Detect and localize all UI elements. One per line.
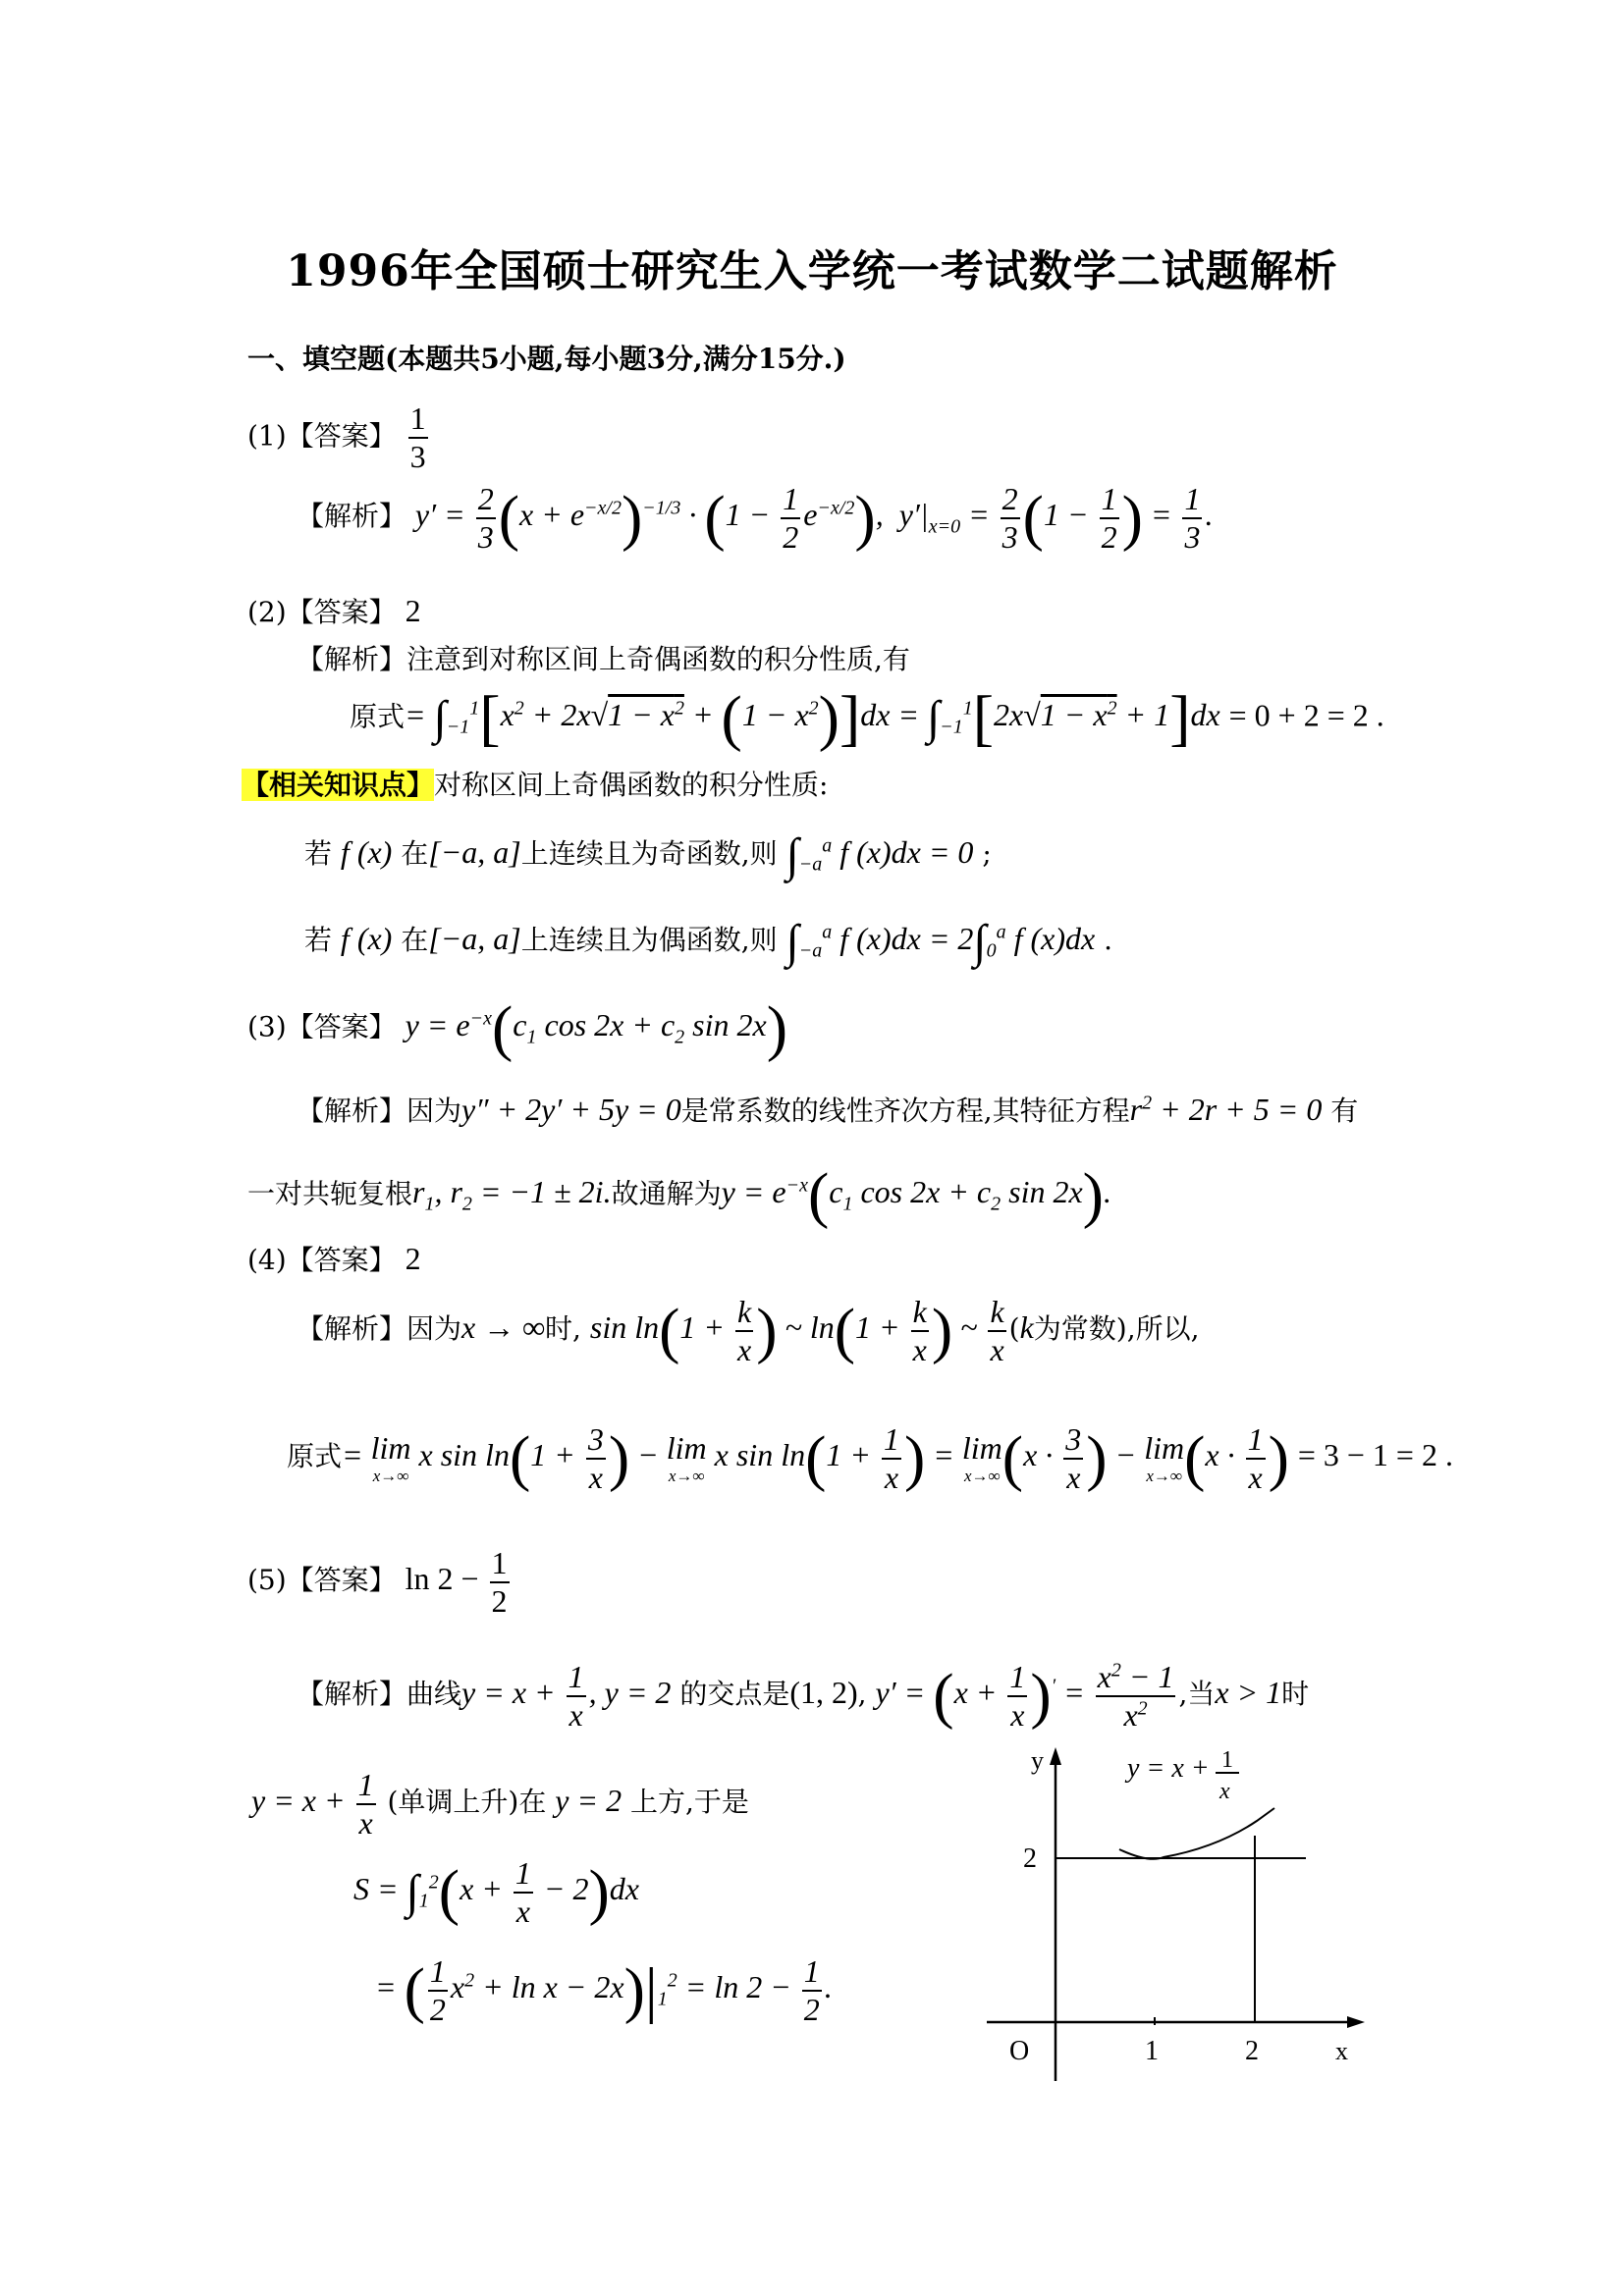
q4-result: = 3 − 1 = 2 .	[1297, 1437, 1453, 1473]
origin-label: O	[1009, 2036, 1030, 2066]
q4-analysis: 【解析】因为x → ∞时, sin ln(1 + $\frac{k}{x}$ ) ~ ln(1 + $\frac{k}{x}$ ) ~ $\frac{k}{x}$ (k为常数),所以,	[297, 1294, 1200, 1367]
q4-formula-lead: 原式	[287, 1440, 343, 1473]
q2-odd-line: 若 f (x) 在[−a, a]上连续且为奇函数,则 $\int_{-a}^a$ f (x)dx = 0 ;	[304, 829, 992, 881]
q2-result: = 0 + 2 = 2 .	[1228, 697, 1384, 733]
y-tick-label: 2	[1023, 1843, 1037, 1874]
x-tick-2-label: 2	[1245, 2036, 1259, 2066]
section-heading: 一、填空题(本题共5小题,每小题3分,满分15分.)	[247, 343, 846, 375]
q2-formula-lead: 原式	[350, 700, 406, 733]
analysis-label: 【解析】	[297, 500, 407, 533]
q4-answer: 2	[405, 1241, 421, 1276]
analysis-label: 【解析】	[297, 1312, 407, 1346]
q2-even-line: 若 f (x) 在[−a, a]上连续且为偶函数,则 $\int_{-a}^a$ f $(x)dx = 2\int_0^a$ f (x)dx .	[304, 916, 1112, 968]
q3-number: (3)	[247, 1010, 287, 1043]
answer-label: 【答案】	[286, 596, 397, 628]
q5-answer: ln 2 − $\frac{1}{2}$	[405, 1545, 508, 1619]
q3-analysis-line1: 【解析】因为y″ + 2y′ + 5y = 0是常系数的线性齐次方程,其特征方程$r^2 + 2r + 5 = 0$ 有	[297, 1092, 1359, 1127]
q5-area-formula: $S = \int_1^2(x$ + $\frac{1}{x}$ − 2)dx	[353, 1855, 639, 1929]
q5-number: (5)	[247, 1564, 287, 1597]
x-tick-1-label: 1	[1145, 2036, 1159, 2066]
q2-analysis	[297, 638, 910, 677]
q1-answer-fraction: $\frac{1}{3}$	[409, 400, 426, 474]
answer-label: 【答案】	[286, 1244, 397, 1276]
q2-answer-line	[247, 591, 421, 630]
answer-label: 【答案】	[286, 1010, 397, 1043]
q4-formula: 原式= lim x→∞ x sin ln(1 + $\frac{3}{x}$ ) − lim x→∞ x sin ln(1 + $\frac{1}{x}$ ) = lim x→∞ (x · $\frac{3}{x}$ ) − lim x→∞ (x · $\frac{1}{x}$ ) = 3 − 1 = 2 .	[287, 1421, 1453, 1495]
y-axis-arrow-icon	[1050, 1747, 1061, 1765]
q2-answer: 2	[405, 593, 421, 628]
q2-formula: 原式= $\int_{-1}^1[x^2 + 2x√1 - x^2 + (1 - x^2)]dx = \int_{-1}^1[2x√1 - x^2 + 1]dx = 0 + 2 = 2$ .	[350, 683, 1384, 753]
q1-formula: y′ = $\frac{2}{3}$ $(x + e^{-x/2})^{-1/3} \cdot (1$ − $\frac{1}{2}$ $e^{-x/2}$), $y'|_{x=0}$ = $\frac{2}{3}$ (1 − $\frac{1}{2}$ ) = $\frac{1}{3}$ .	[414, 481, 1214, 555]
answer-label: 【答案】	[286, 419, 397, 453]
q1-number: (1)	[247, 419, 287, 453]
curve-label-lhs: y = x +	[1127, 1753, 1210, 1784]
x-axis-label: x	[1335, 2037, 1348, 2065]
q3-answer: $y = e^{-x}(c_1$ $\cos 2x + c_2$ sin 2x)	[405, 993, 787, 1063]
x-axis-arrow-icon	[1347, 2016, 1365, 2028]
y-axis-label: y	[1031, 1746, 1044, 1775]
analysis-label: 【解析】	[297, 1678, 407, 1711]
analysis-label: 【解析】	[297, 1095, 407, 1127]
q5-answer-line	[247, 1545, 513, 1620]
q2-number: (2)	[247, 596, 287, 628]
q4-answer-line	[247, 1239, 421, 1278]
q5-graph	[962, 1737, 1375, 2101]
answer-label: 【答案】	[286, 1564, 397, 1597]
q2-related-text: 对称区间上奇偶函数的积分性质:	[434, 769, 829, 801]
q5-analysis-line1: 【解析】曲线y = x + $\frac{1}{x}$ , y = 2 的交点是(1, 2), y′ = (x + $\frac{1}{x}$ )′ = $\frac{x^2 - 1}{x^2}$ ,当x > 1时	[297, 1659, 1310, 1733]
q1-answer-line	[247, 400, 431, 475]
analysis-label: 【解析】	[297, 643, 407, 675]
q3-answer-line	[247, 993, 787, 1063]
curve-label-num: 1	[1221, 1747, 1233, 1773]
q5-analysis-line2: y = x + $\frac{1}{x}$ (单调上升)在 y = 2 上方,于是	[251, 1767, 749, 1841]
q2-analysis-text: 注意到对称区间上奇偶函数的积分性质,有	[406, 643, 910, 675]
q5-area-result: = ( $\frac{1}{2}$ $x^2 + \ln x - 2x)|_1^2 = \ln 2$ − $\frac{1}{2}$ .	[375, 1953, 833, 2027]
related-label: 【相关知识点】	[242, 769, 435, 801]
page-title: 1996年全国硕士研究生入学统一考试数学二试题解析	[286, 246, 1338, 296]
q4-number: (4)	[247, 1244, 287, 1276]
q1-analysis	[297, 481, 1213, 556]
q3-analysis-line2: 一对共轭复根$r_1$, $r_2 = -1 \pm 2i$.故通解为$y = e^{-x}(c_1$ $\cos 2x + c_2$ sin 2x).	[247, 1160, 1111, 1230]
q2-related	[242, 764, 828, 803]
curve-label-den: x	[1219, 1779, 1230, 1804]
curve	[1119, 1808, 1274, 1859]
